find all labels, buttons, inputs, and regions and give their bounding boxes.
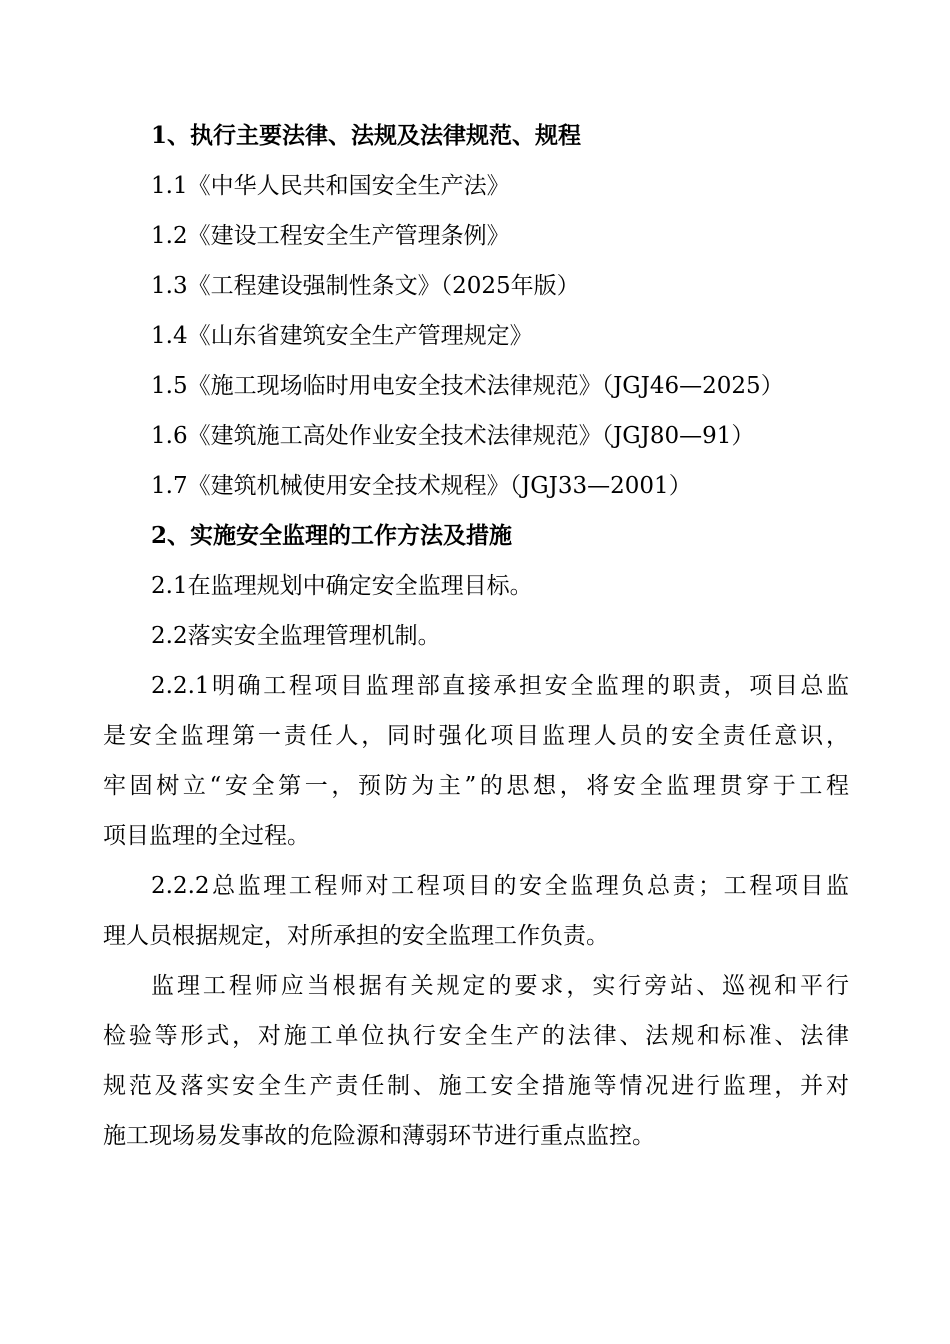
regulation-item-1-3: 1.3《工程建设强制性条文》（2025年版） [151,273,580,299]
section-1-heading: 1、执行主要法律、法规及法律规范、规程 [151,122,582,149]
regulation-item-1-1: 1.1《中华人民共和国安全生产法》 [151,173,510,199]
paragraph-engineer-line-2: 检验等形式，对施工单位执行安全生产的法律、法规和标准、法律 [103,1023,849,1049]
regulation-item-1-7: 1.7《建筑机械使用安全技术规程》（JGJ33—2001） [151,473,692,499]
regulation-item-1-2: 1.2《建设工程安全生产管理条例》 [151,223,510,249]
paragraph-2-2-1-line-1: 2.2.1明确工程项目监理部直接承担安全监理的职责，项目总监 [151,673,849,699]
paragraph-engineer-line-3: 规范及落实安全生产责任制、施工安全措施等情况进行监理，并对 [103,1073,849,1099]
paragraph-2-2-1-line-4: 项目监理的全过程。 [103,823,310,849]
paragraph-2-2-1-line-3: 牢固树立“安全第一，预防为主”的思想，将安全监理贯穿于工程 [103,773,849,799]
paragraph-engineer-line-4: 施工现场易发事故的危险源和薄弱环节进行重点监控。 [103,1123,655,1149]
paragraph-2-2-1-line-2: 是安全监理第一责任人，同时强化项目监理人员的安全责任意识， [103,723,849,749]
paragraph-2-2-2-line-1: 2.2.2总监理工程师对工程项目的安全监理负总责；工程项目监 [151,873,849,899]
paragraph-2-2-2-line-2: 理人员根据规定，对所承担的安全监理工作负责。 [103,923,609,949]
regulation-item-1-6: 1.6《建筑施工高处作业安全技术法律规范》（JGJ80—91） [151,423,755,449]
paragraph-engineer-line-1: 监理工程师应当根据有关规定的要求，实行旁站、巡视和平行 [151,973,849,999]
method-item-2-1: 2.1在监理规划中确定安全监理目标。 [151,573,533,599]
method-item-2-2: 2.2落实安全监理管理机制。 [151,623,441,649]
section-2-heading: 2、实施安全监理的工作方法及措施 [151,522,513,549]
regulation-item-1-4: 1.4《山东省建筑安全生产管理规定》 [151,323,533,349]
regulation-item-1-5: 1.5《施工现场临时用电安全技术法律规范》（JGJ46—2025） [151,373,784,399]
